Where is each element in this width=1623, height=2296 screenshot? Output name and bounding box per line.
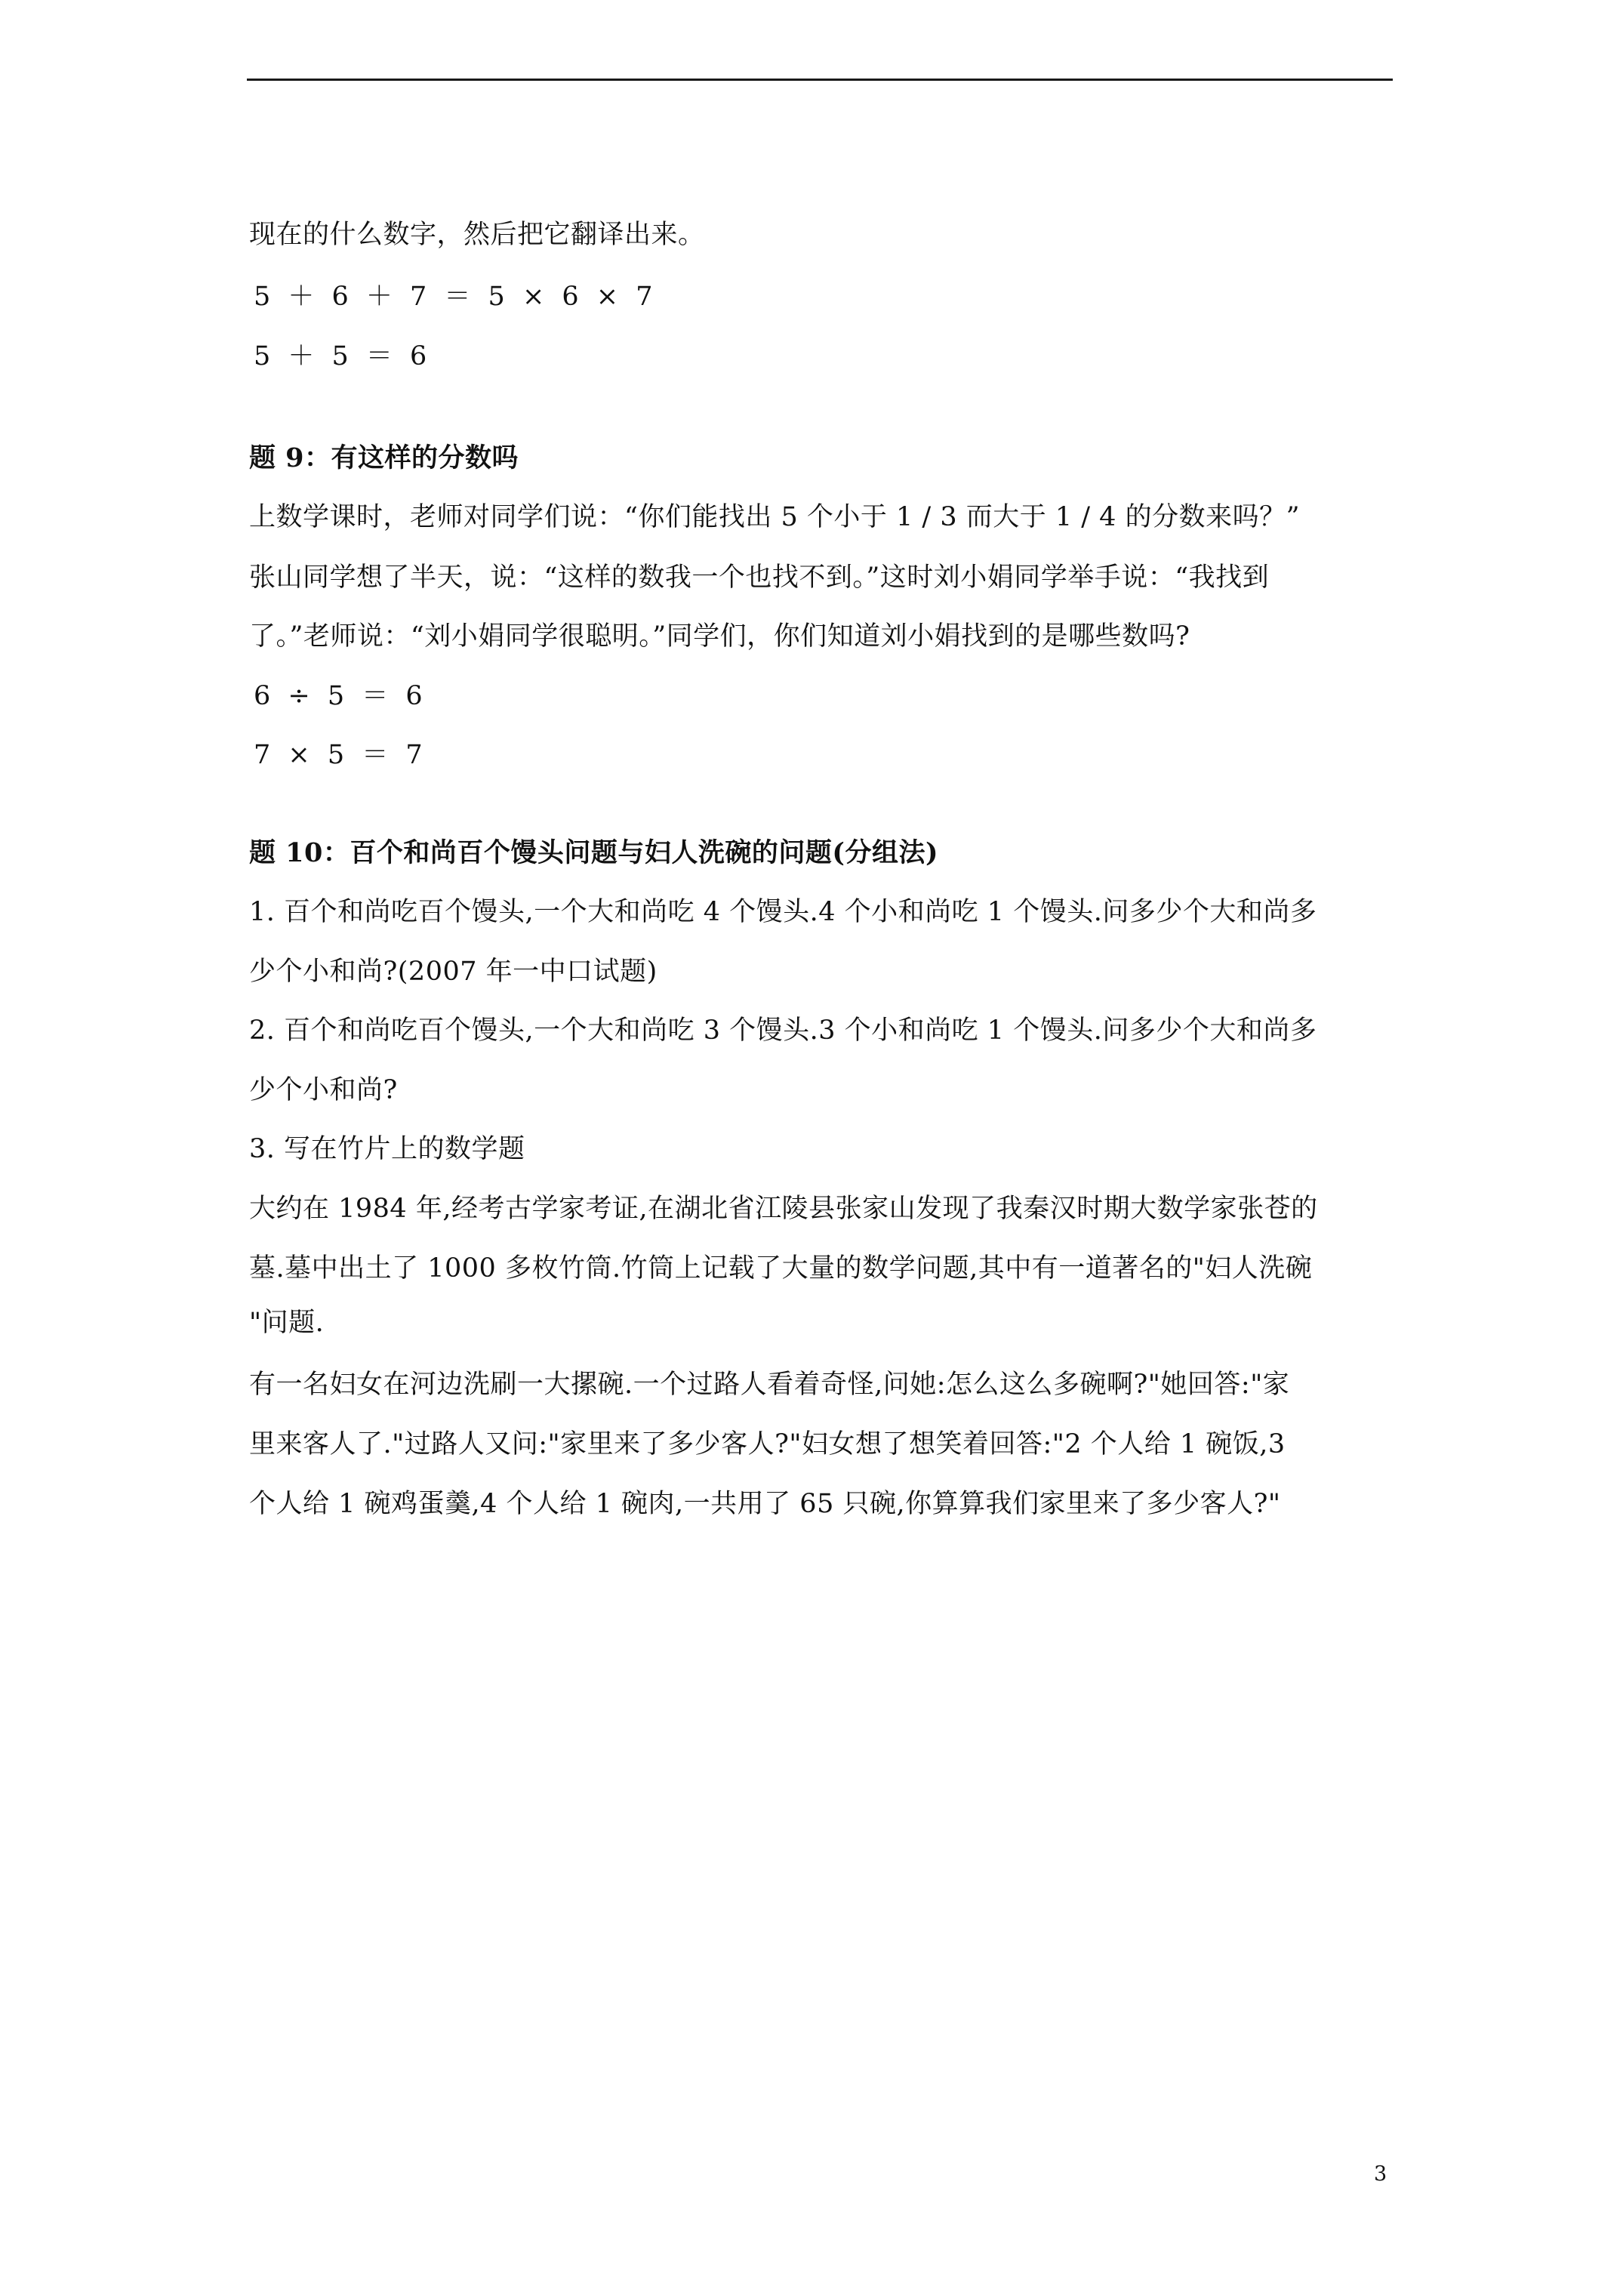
formula-line: 6 ÷ 5 ＝ 6 bbox=[254, 681, 427, 711]
text-line: 现在的什么数字，然后把它翻译出来。 bbox=[249, 220, 705, 250]
text-line: 1. 百个和尚吃百个馒头,一个大和尚吃 4 个馒头.4 个小和尚吃 1 个馒头.问多少个大和尚多 bbox=[249, 897, 1317, 927]
text-line: 张山同学想了半天，说：“这样的数我一个也找不到。”这时刘小娟同学举手说：“我找到 bbox=[249, 562, 1270, 593]
text-line: 了。”老师说：“刘小娟同学很聪明。”同学们，你们知道刘小娟找到的是哪些数吗? bbox=[249, 621, 1190, 652]
page-number: 3 bbox=[1374, 2162, 1387, 2186]
text-line: 2. 百个和尚吃百个馒头,一个大和尚吃 3 个馒头.3 个小和尚吃 1 个馒头.问多少个大和尚多 bbox=[249, 1015, 1317, 1046]
text-line: 里来客人了."过路人又问:"家里来了多少客人?"妇女想了想笑着回答:"2 个人给 1 碗饭,3 bbox=[249, 1429, 1286, 1459]
text-line: 个人给 1 碗鸡蛋羹,4 个人给 1 碗肉,一共用了 65 只碗,你算算我们家里来了多少客人?" bbox=[249, 1489, 1281, 1519]
section-heading-10: 题 10：百个和尚百个馒头问题与妇人洗碗的问题(分组法) bbox=[249, 837, 939, 868]
formula-line: 7 × 5 ＝ 7 bbox=[254, 740, 427, 770]
formula-line: 5 ＋ 5 ＝ 6 bbox=[254, 341, 432, 371]
text-line: "问题. bbox=[249, 1308, 325, 1338]
text-line: 有一名妇女在河边洗刷一大摞碗.一个过路人看着奇怪,问她:怎么这么多碗啊?"她回答:"家 bbox=[249, 1370, 1290, 1400]
text-line: 3. 写在竹片上的数学题 bbox=[249, 1134, 525, 1164]
text-line: 少个小和尚? bbox=[249, 1075, 398, 1105]
text-line: 大约在 1984 年,经考古学家考证,在湖北省江陵县张家山发现了我秦汉时期大数学家张苍的 bbox=[249, 1194, 1318, 1224]
text-line: 上数学课时，老师对同学们说：“你们能找出 5 个小于 1 / 3 而大于 1 / 4 的分数来吗？” bbox=[249, 502, 1300, 532]
formula-line: 5 ＋ 6 ＋ 7 ＝ 5 × 6 × 7 bbox=[254, 282, 658, 312]
header-rule bbox=[247, 79, 1393, 81]
text-line: 少个小和尚?(2007 年一中口试题) bbox=[249, 957, 658, 987]
section-heading-9: 题 9：有这样的分数吗 bbox=[249, 442, 519, 473]
text-line: 墓.墓中出土了 1000 多枚竹筒.竹筒上记载了大量的数学问题,其中有一道著名的"妇人洗碗 bbox=[249, 1253, 1313, 1284]
